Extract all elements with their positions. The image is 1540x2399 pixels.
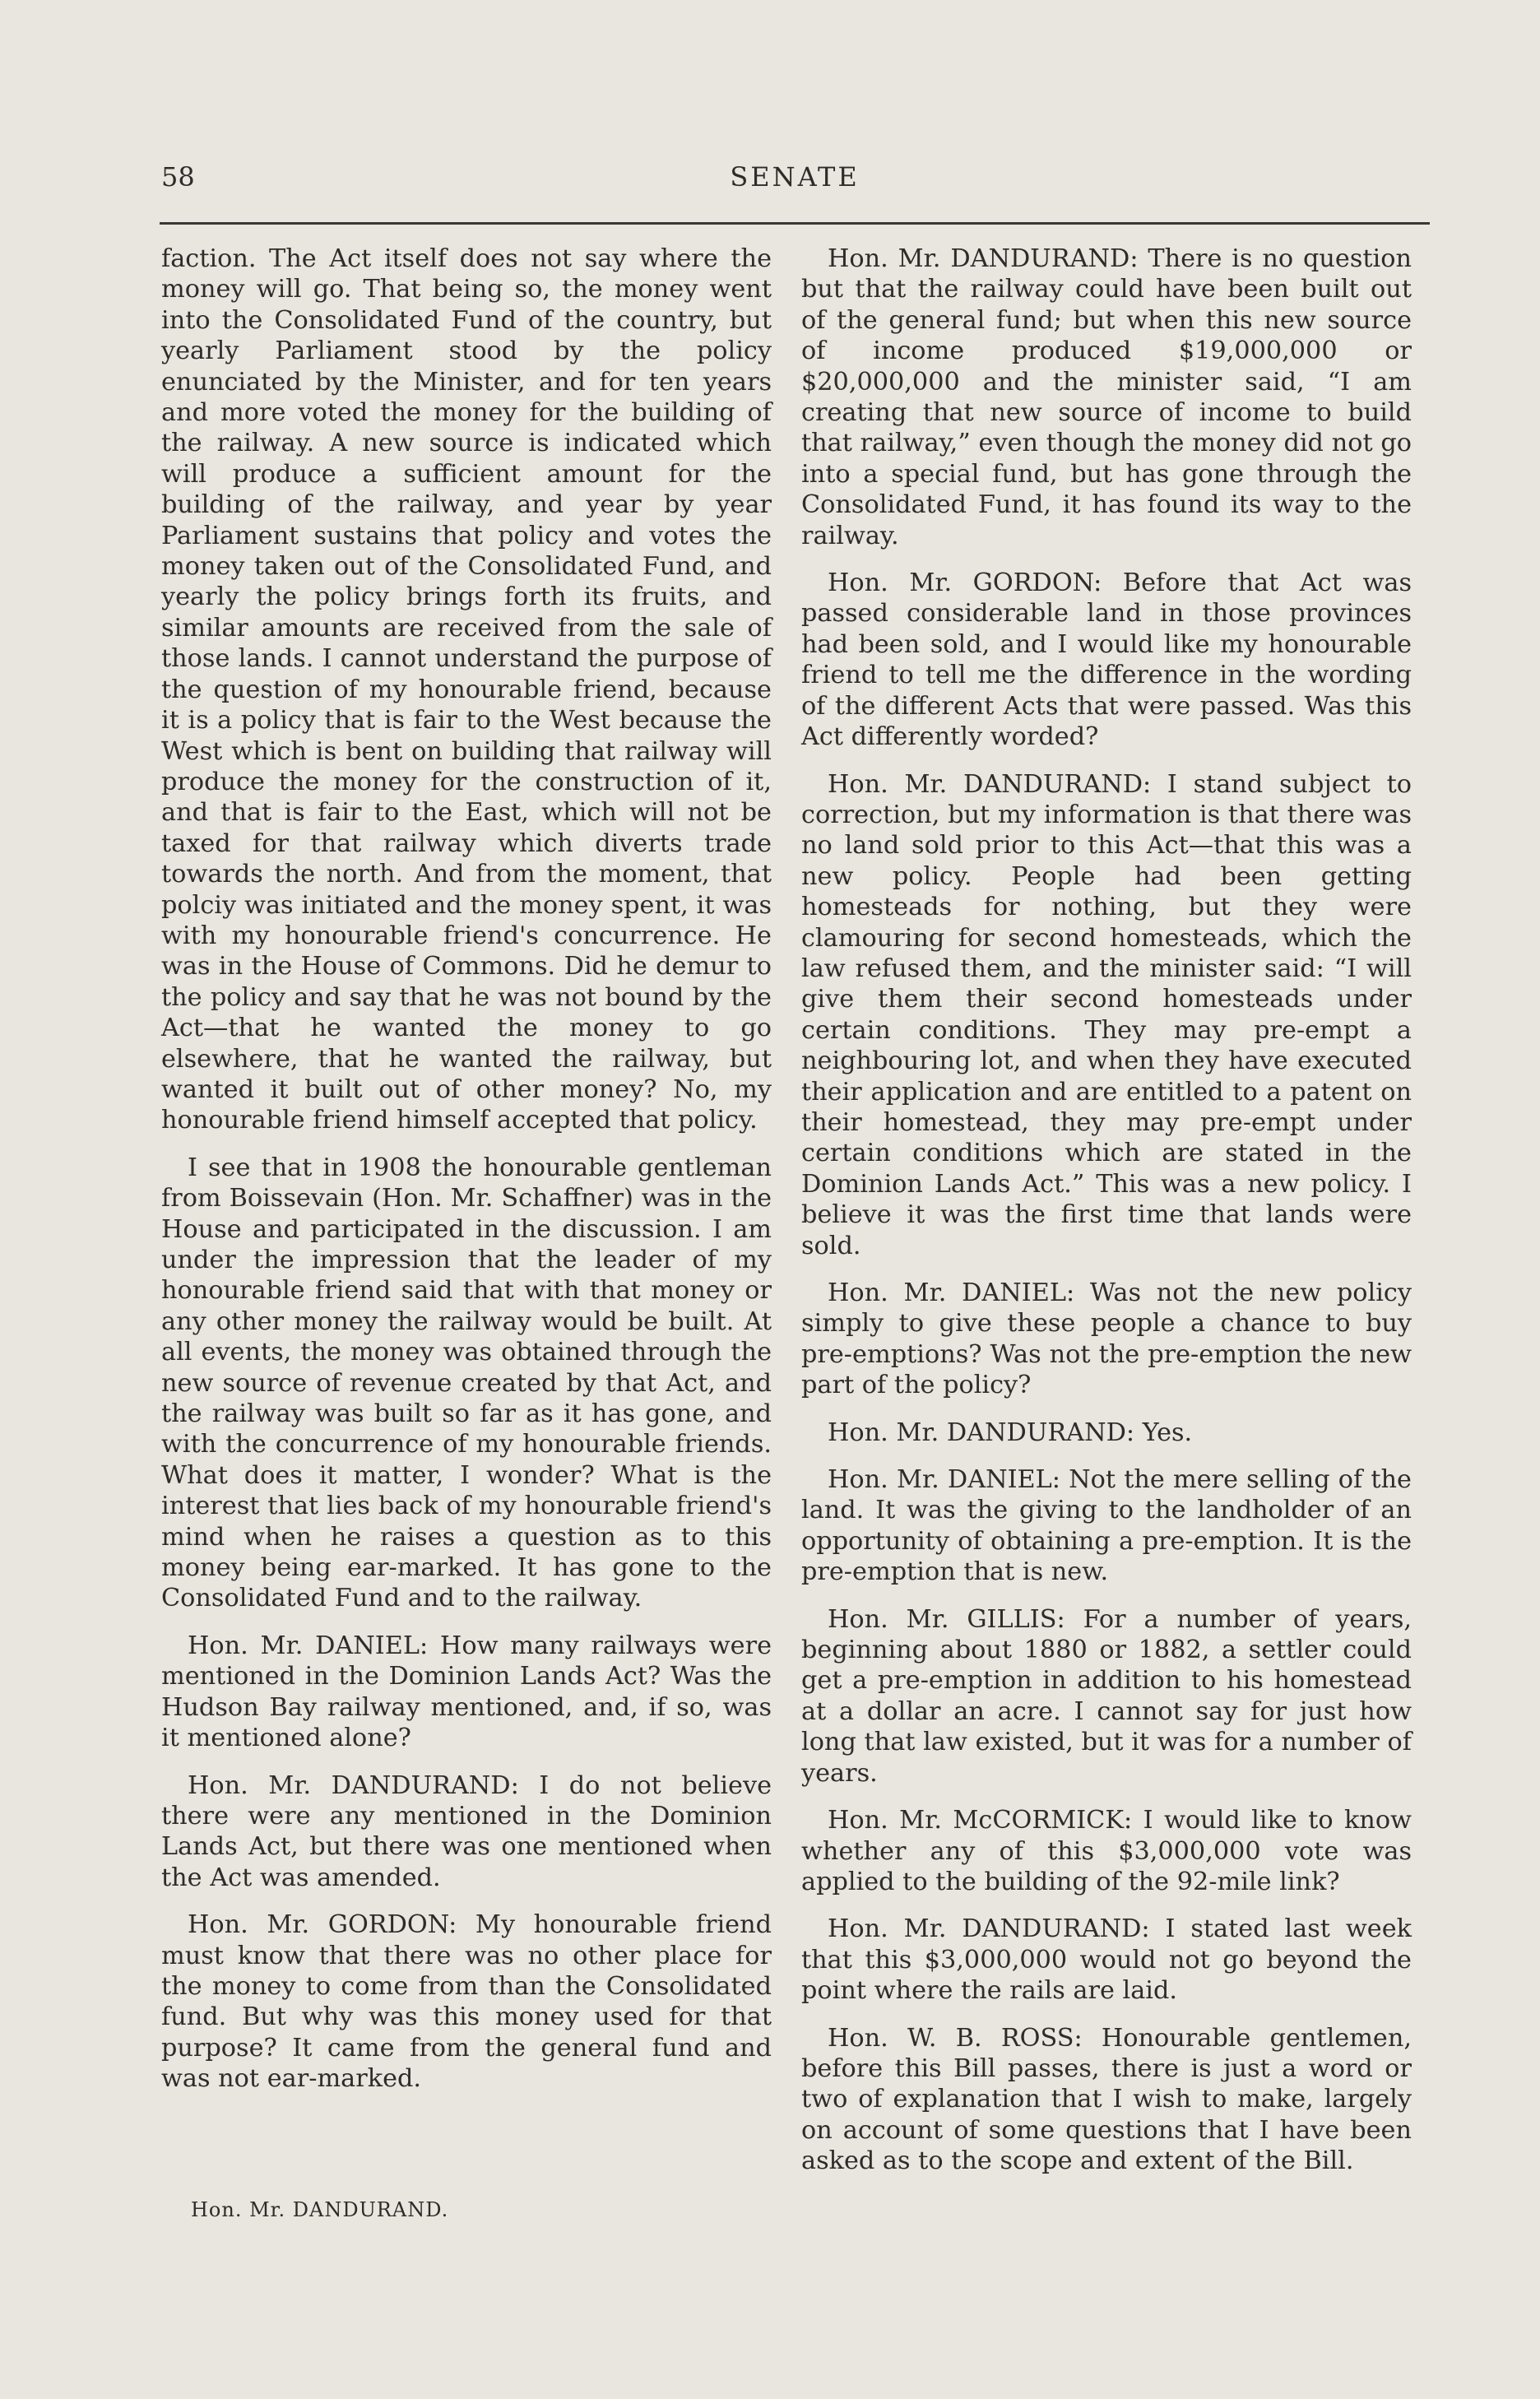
left-column — [161, 244, 772, 2111]
paragraph: Hon. Mr. DANIEL: How many railways were mentioned in the Dominion Lands Act? Was the Hudson Bay railway mentioned, and, if so, was it mentioned alone? — [161, 1631, 772, 1753]
paragraph: Hon. Mr. DANDURAND: I do not believe there were any mentioned in the Dominion Lands Act, but there was one mentioned when the Act was amended. — [161, 1770, 772, 1892]
paragraph: Hon. Mr. McCORMICK: I would like to know whether any of this $3,000,000 vote was applied to the building of the 92-mile link? — [801, 1806, 1412, 1896]
paragraph: Hon. Mr. GILLIS: For a number of years, beginning about 1880 or 1882, a settler could get a pre-emption in addition to his homestead at a dollar an acre. I cannot say for just how long that law existed, but it was for a number of years. — [801, 1604, 1412, 1788]
page-header — [161, 161, 1428, 204]
page-number: 58 — [161, 161, 195, 193]
right-column — [801, 244, 1412, 2193]
paragraph: Hon. Mr. DANDURAND: There is no question but that the railway could have been built out of the general fund; but when this new source of income produced $19,000,000 or $20,000,000 and the minister said, “I am creating that new source of income to build that railway,” even though the money did not go into a special fund, but has gone through the Consolidated Fund, it has found its way to the railway. — [801, 244, 1412, 550]
header-rule — [160, 222, 1430, 225]
paragraph: Hon. Mr. DANIEL: Was not the new policy simply to give these people a chance to buy pre-emptions? Was not the pre-emption the new part of the policy? — [801, 1278, 1412, 1400]
paragraph: I see that in 1908 the honourable gentleman from Boissevain (Hon. Mr. Schaffner) was in the House and participated in the discussion. I am under the impression that the leader of my honourable friend said that with that money or any other money the railway would be built. At all events, the money was obtained through the new source of revenue created by that Act, and the railway was built so far as it has gone, and with the concurrence of my honourable friends. What does it matter, I wonder? What is the interest that lies back of my honourable friend's mind when he raises a question as to this money being ear-marked. It has gone to the Consolidated Fund and to the railway. — [161, 1153, 772, 1613]
paragraph: Hon. Mr. GORDON: My honourable friend must know that there was no other place for the money to come from than the Consolidated fund. But why was this money used for that purpose? It came from the general fund and was not ear-marked. — [161, 1910, 772, 2094]
paragraph: faction. The Act itself does not say where the money will go. That being so, the money went into the Consolidated Fund of the country, but yearly Parliament stood by the policy enunciated by the Minister, and for ten years and more voted the money for the building of the railway. A new source is indicated which will produce a sufficient amount for the building of the railway, and year by year Parliament sustains that policy and votes the money taken out of the Consolidated Fund, and yearly the policy brings forth its fruits, and similar amounts are received from the sale of those lands. I cannot understand the purpose of the question of my honourable friend, because it is a policy that is fair to the West because the West which is bent on building that railway will produce the money for the construction of it, and that is fair to the East, which will not be taxed for that railway which diverts trade towards the north. And from the moment, that polciy was initiated and the money spent, it was with my honourable friend's concurrence. He was in the House of Commons. Did he demur to the policy and say that he was not bound by the Act—that he wanted the money to go elsewhere, that he wanted the railway, but wanted it built out of other money? No, my honourable friend himself accepted that policy. — [161, 244, 772, 1135]
running-title: SENATE — [730, 161, 860, 193]
paragraph: Hon. Mr. DANDURAND: I stated last week that this $3,000,000 would not go beyond the point where the rails are laid. — [801, 1914, 1412, 2006]
footer-speaker-note: Hon. Mr. DANDURAND. — [191, 2198, 449, 2221]
paragraph: Hon. Mr. DANDURAND: Yes. — [828, 1418, 1193, 1447]
paragraph: Hon. Mr. GORDON: Before that Act was passed considerable land in those provinces had been sold, and I would like my honourable friend to tell me the difference in the wording of the different Acts that were passed. Was this Act differently worded? — [801, 568, 1412, 752]
paragraph: Hon. Mr. DANIEL: Not the mere selling of the land. It was the giving to the landholder of an opportunity of obtaining a pre-emption. It is the pre-emption that is new. — [801, 1465, 1412, 1587]
paragraph: Hon. W. B. ROSS: Honourable gentlemen, before this Bill passes, there is just a word or two of explanation that I wish to make, largely on account of some questions that I have been asked as to the scope and extent of the Bill. — [801, 2023, 1412, 2176]
paragraph: Hon. Mr. DANDURAND: I stand subject to correction, but my information is that there was no land sold prior to this Act—that this was a new policy. People had been getting homesteads for nothing, but they were clamouring for second homesteads, which the law refused them, and the minister said: “I will give them their second homesteads under certain conditions. They may pre-empt a neighbouring lot, and when they have executed their application and are entitled to a patent on their homestead, they may pre-empt under certain conditions which are stated in the Dominion Lands Act.” This was a new policy. I believe it was the first time that lands were sold. — [801, 769, 1412, 1260]
